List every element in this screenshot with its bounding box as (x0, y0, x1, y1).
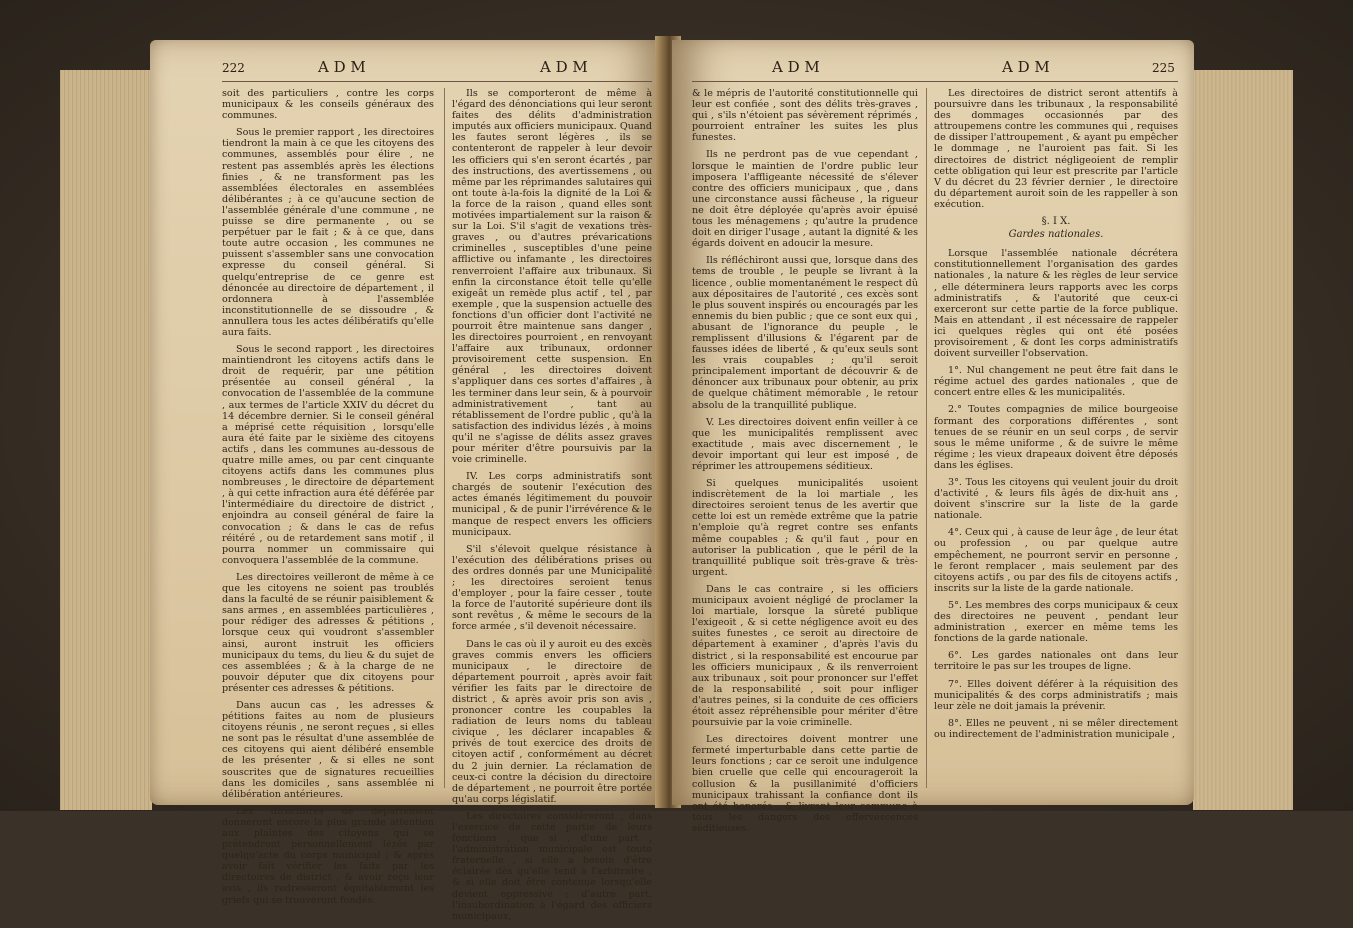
paragraph: 2.° Toutes compagnies de milice bourgeoise formant des corporations différentes , sont tenues de se réunir en un seul corps , de servir sous le même uniforme , & de suivre le même régime ; les vieux drapeaux doivent être déposés dans les églises. (934, 404, 1178, 471)
paragraph: 1°. Nul changement ne peut être fait dans le régime actuel des gardes nationales , que de concert entre elles & les municipalités. (934, 365, 1178, 399)
page-number-right: 225 (1152, 61, 1175, 75)
paragraph: Les directoires de département donneront encore la plus grande attention aux plaintes des citoyens qui se prétendront personnellement lézés par quelqu'acte du corps municipal ; & après avoir fait vérifier les faits par les directoires de district , & avoir reçu leur avis , ils redresseront équitablement les griefs qui se trouveront fondés. (222, 805, 434, 906)
paragraph: 8°. Elles ne peuvent , ni se mêler directement ou indirectement de l'administration municipale , (934, 717, 1178, 740)
paragraph: 6°. Les gardes nationales ont dans leur territoire le pas sur les troupes de ligne. (934, 650, 1178, 673)
text-column-2 (452, 88, 652, 928)
paragraph: Les directoires considéreront , dans l'exercice de cette partie de leurs fonctions , que si , d'une part , l'administration municipale est toute fraternelle , si elle a besoin d'être éclairée dès qu'elle tend à l'arbitraire , & si elle doit être contenue lorsqu'elle devient oppressive ; d'autre part, l'insubordination à l'égard des officiers municipaux, (452, 810, 652, 922)
text-column-1 (222, 88, 434, 912)
paragraph: Ils ne perdront pas de vue cependant , lorsque le maintien de l'ordre public leur imposera l'affligeante nécessité de s'élever contre des officiers municipaux , que , dans une circonstance aussi fâcheuse , la rigueur ne doit être déployée qu'après avoir épuisé tous les ménagemens ; qu'autre la prudence doit en diriger l'usage , autant la dignité & les égards doivent en adoucir la mesure. (692, 149, 918, 250)
paragraph: Ils se comporteront de même à l'égard des dénonciations qui leur seront faites des délits d'administration imputés aux officiers municipaux. Quand les fautes seront légères , ils se contenteront de rappeler à leur devoir les officiers qui s'en seront écartés , par des instructions, des avertissemens , ou même par les réprimandes salutaires qui ont toute à-la-fois la dignité de la Loi & la force de la raison , quand elles sont motivées impartialement sur la raison & sur la Loi. S'il s'agit de vexations très-graves , ou d'autres prévarications criminelles , susceptibles d'une peine afflictive ou infamante , les directoires renverroient l'affaire aux tribunaux. Si enfin la circonstance étoit telle qu'elle exigeât un remède plus actif , tel , par exemple , que la suspension actuelle des fonctions d'un officier dont l'activité ne pourroit être maintenue sans danger , les directoires pourroient , en renvoyant l'affaire aux tribunaux, ordonner provisoirement cette suspension. En général , les directoires doivent s'appliquer dans ces sortes d'affaires , à les terminer dans leur sein, & à pourvoir administrativement , tant au rétablissement de l'ordre public , qu'à la satisfaction des individus lézés , à moins qu'il ne s'agisse de délits assez graves pour mériter d'être poursuivis par la voie criminelle. (452, 88, 652, 466)
running-head: A D M (1002, 58, 1050, 76)
paragraph: Sous le premier rapport , les directoires tiendront la main à ce que les citoyens des communes, assemblés pour élire , ne restent pas assemblés après les élections finies , & ne transforment pas les assemblées électorales en assemblées délibérantes ; à ce qu'aucune section de l'assemblée générale d'une commune , ne puisse se dire permanente , ou se perpétuer par le fait ; & à ce que, dans toute autre occasion , les communes ne puissent s'assembler sans une convocation expresse du conseil général. Si quelqu'entreprise de ce genre est dénoncée au directoire de département , il ordonnera à l'assemblée inconstitutionnelle de se dissoudre , & annullera tous les actes délibératifs qu'elle aura faits. (222, 127, 434, 338)
text-column-1 (692, 88, 918, 840)
column-divider (444, 88, 445, 788)
paragraph: Les directoires de district seront attentifs à poursuivre dans les tribunaux , la responsabilité des dommages occasionnés par des attroupemens contre les communes qui , requises de dissiper l'attroupement , & ayant pu empêcher le dommage , ne l'auroient pas fait. Si les directoires de district négligeoient de remplir cette obligation qui leur est prescrite par l'article V du décret du 23 février dernier , le directoire du département auroit soin de les rappeller à son exécution. (934, 88, 1178, 210)
running-head: A D M (318, 58, 366, 76)
paragraph: IV. Les corps administratifs sont chargés de soutenir l'exécution des actes émanés légitimement du pouvoir municipal , & de punir l'irrévérence & le manque de respect envers les officiers municipaux. (452, 471, 652, 538)
paragraph: & le mépris de l'autorité constitutionnelle qui leur est confiée , sont des délits très-graves , qui , s'ils n'étoient pas sévèrement réprimés , pourroient entraîner les suites les plus funestes. (692, 88, 918, 144)
paragraph: V. Les directoires doivent enfin veiller à ce que les municipalités remplissent avec exactitude , mais avec discernement , le devoir important qui leur est imposé , de réprimer les attroupemens séditieux. (692, 416, 918, 472)
header-rule (222, 81, 652, 82)
paragraph: Sous le second rapport , les directoires maintiendront les citoyens actifs dans le droit de requérir, par une pétition présentée au conseil général , la convocation de l'assemblée de la commune , aux termes de l'article XXIV du décret du 14 décembre dernier. Si le conseil général a méprisé cette réquisition , lorsqu'elle aura été faite par le sixième des citoyens actifs , dans les communes au-dessous de quatre mille ames, ou par cent cinquante citoyens actifs dans les communes plus nombreuses , le directoire de département , à qui cette infraction aura été déférée par l'intermédiaire du directoire de district , enjoindra au conseil général de faire la convocation ; & dans le cas de refus réitéré , ou de retardement sans motif , il pourra nommer un commissaire qui convoquera l'assemblée de la commune. (222, 344, 434, 566)
paragraph: 4°. Ceux qui , à cause de leur âge , de leur état ou profession , ou par quelque autre empêchement, ne pourront servir en personne , le feront remplacer , mais seulement par des citoyens actifs , ou par des fils de citoyens actifs , inscrits sur la liste de la garde nationale. (934, 527, 1178, 594)
paragraph: Dans le cas contraire , si les officiers municipaux avoient négligé de proclamer la loi martiale, lorsque la sûreté publique l'exigeoit , & si cette négligence avoit eu des suites funestes , ce seroit au directoire de département à examiner , d'après l'avis du district , si la responsabilité est encourue par les officiers municipaux , & ils renverroient aux tribunaux , soit pour prononcer sur l'effet de la responsabilité , soit pour infliger d'autres peines, si la conduite de ces officiers étoit assez répréhensible pour mériter d'être poursuivie par la voie criminelle. (692, 583, 918, 729)
left-page-edges (60, 70, 152, 810)
text-column-2 (934, 88, 1178, 746)
paragraph: Si quelques municipalités usoient indiscrètement de la loi martiale , les directoires seroient tenus de les avertir que cette loi est un remède extrême que la patrie n'emploie qu'à regret contre ses enfants même coupables ; & qu'il faut , pour en autoriser la publication , que le péril de la tranquillité publique soit très-grave & très-urgent. (692, 478, 918, 578)
right-page (672, 40, 1194, 834)
paragraph: Dans aucun cas , les adresses & pétitions faites au nom de plusieurs citoyens réunis , ne seront reçues , si elles ne sont pas le résultat d'une assemblée de ces citoyens qui aient délibéré ensemble de les présenter , & si elles ne sont souscrites que de signatures recueillies dans les domiciles , sans assemblée ni délibération antérieures. (222, 699, 434, 800)
section-heading: §. I X. (1041, 216, 1071, 228)
right-page-edges (1193, 70, 1293, 810)
paragraph: 3°. Tous les citoyens qui veulent jouir du droit d'activité , & leurs fils âgés de dix-huit ans , doivent s'inscrire sur la liste de la garde nationale. (934, 477, 1178, 522)
section-subtitle: Gardes nationales. (1008, 229, 1104, 241)
paragraph: 5°. Les membres des corps municipaux & ceux des directoires ne peuvent , pendant leur administration , exercer en même tems les fonctions de la garde nationale. (934, 599, 1178, 645)
paragraph: soit des particuliers , contre les corps municipaux & les conseils généraux des communes. (222, 88, 434, 122)
page-number-left: 222 (222, 61, 245, 75)
left-page (150, 40, 664, 922)
paragraph: Dans le cas où il y auroit eu des excès graves commis envers les officiers municipaux , le directoire de département pourroit , après avoir fait vérifier les faits par le directoire de district , & après avoir pris son avis , prononcer contre les coupables la radiation de leurs noms du tableau civique , les déclarer incapables & privés de tout exercice des droits de citoyen actif , conformément au décret du 2 juin dernier. La réclamation de ceux-ci contre la décision du directoire de département , ne pourroit être portée qu'au corps législatif. (452, 638, 652, 805)
paragraph: Lorsque l'assemblée nationale décrétera constitutionnellement l'organisation des gardes nationales , la nature & les règles de leur service , elle déterminera leurs rapports avec les corps administratifs , & l'autorité que ceux-ci exerceront sur cette partie de la force publique. Mais en attendant , il est nécessaire de rappeler ici quelques règles qui ont été posées provisoirement , & dont les corps administratifs doivent surveiller l'observation. (934, 248, 1178, 360)
paragraph: S'il s'élevoit quelque résistance à l'exécution des délibérations prises ou des ordres donnés par une Municipalité ; les directoires seroient tenus d'employer , pour la faire cesser , toute la force de l'autorité supérieure dont ils sont revêtus , & même le secours de la force armée , s'il devenoit nécessaire. (452, 543, 652, 633)
paragraph: 7°. Elles doivent déférer à la réquisition des municipalités & des corps administratifs ; mais leur zèle ne doit jamais la prévenir. (934, 678, 1178, 712)
paragraph: Les directoires veilleront de même à ce que les citoyens ne soient pas troublés dans la faculté de se réunir paisiblement & sans armes , en assemblées particulières , pour rédiger des adresses & pétitions , lorsque ceux qui voudront s'assembler ainsi, auront instruit les officiers municipaux du tems, du lieu & du sujet de ces assemblées ; & à la charge de ne pouvoir députer que dix citoyens pour présenter ces adresses & pétitions. (222, 571, 434, 694)
paragraph: Ils réfléchiront aussi que, lorsque dans des tems de trouble , le peuple se livrant à la licence , oublie momentanément le respect dû aux dépositaires de l'autorité , ces excès sont le plus souvent inspirés ou encouragés par les ennemis du bien public ; que ce sont eux qui , abusant de l'ignorance du peuple , le remplissent d'illusions & l'égarent par de fausses idées de liberté , & qu'eux seuls sont les vrais coupables ; qu'il seroit principalement important de découvrir & de dénoncer aux tribunaux pour obtenir, au prix de quelque châtiment mémorable , le retour absolu de la tranquillité publique. (692, 255, 918, 411)
column-divider (926, 88, 927, 788)
running-head: A D M (772, 58, 820, 76)
paragraph: Les directoires doivent montrer une fermeté imperturbable dans cette partie de leurs fonctions ; car ce seroit une indulgence bien cruelle que celle qui encourageroit la collusion & la pusillanimité d'officiers municipaux trahissant la confiance dont ils ont été honorés , & livrant leur commune à tous les dangers des effervescences séditieuses. (692, 734, 918, 834)
header-rule (692, 81, 1178, 82)
running-head: A D M (540, 58, 588, 76)
